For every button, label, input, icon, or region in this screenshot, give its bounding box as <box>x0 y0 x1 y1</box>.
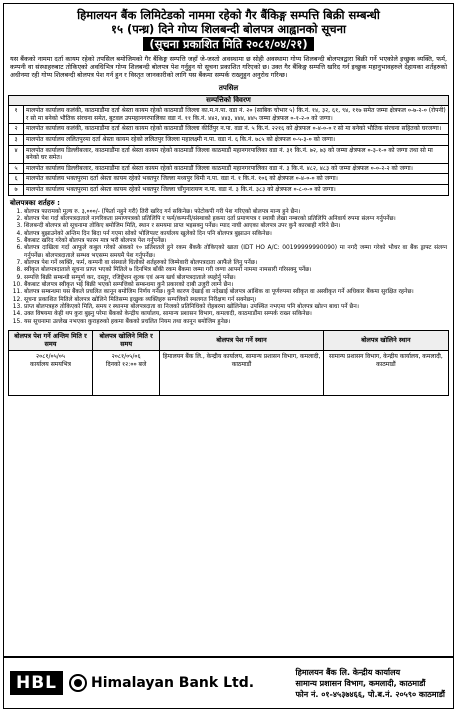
table-row: ७ मालपोत कार्यालय भक्तपुरमा दर्ता श्रेस्ता कायम रहेको भक्तपुर जिल्ला चाँगुनारायण न.पा. वडा नं. ३ कि.नं. ३८३ को क्षेत्रफल ०-८-०-० को जग्गा। <box>9 184 449 195</box>
hbl-logo-text: HBL <box>10 671 63 695</box>
opening-date-header: बोलपत्र खोलिने मिति र समय <box>92 331 159 351</box>
footer <box>4 656 453 708</box>
list-item: 14. उक्त विषयमा केही थप कुरा बुझ्नु परेमा बैंकको केन्द्रीय कार्यालय, सामान्य प्रशासन विभाग, कमलादी, काठमाडौंमा सम्पर्क राख्न सकिनेछ। <box>24 311 447 318</box>
notice-heading <box>4 4 453 51</box>
list-item: 6. बोलपत्र दाखिला गर्दा आफूले कबुल गरेको अंकको १० प्रतिशतले हुने रकम बैंककै तोकिएको खाता (IDT HO A/C: 00199999990090) मा नगदै जम्मा गरेको भौचर वा बैंक ड्राफ्ट संलग्न गर्नुपर्नेछ। बोलपत्रदाताले सम्भव भएसम्म समयमै पेश गर्नुपर्नेछ। <box>24 245 447 260</box>
table-row: ६ मालपोत कार्यालय भक्तपुरमा दर्ता श्रेस्ता कायम रहेको भक्तपुर जिल्ला मध्यपुर थिमी न.पा. वडा नं. १ कि.नं. १०६ को क्षेत्रफल ०-४-०-० को जग्गा। <box>9 174 449 185</box>
submission-deadline: २०८१/०५/०५ कार्यालय समयभित्र <box>9 351 93 396</box>
opening-place-header: बोलपत्र खोलिने स्थान <box>323 331 448 351</box>
list-item: 2. बोलपत्र पेश गर्दा बोलपत्रदाताले नागरिकता प्रमाणपत्रको प्रतिलिपि र फर्म/कम्पनी/संस्थाको हकमा दर्ता प्रमाणपत्र र स्थायी लेखा नम्बरको प्रतिलिपि अनिवार्य रुपमा संलग्न गर्नुपर्नेछ। <box>24 216 447 223</box>
opening-place: सामान्य प्रशासन विभाग, केन्द्रीय कार्यालय, कमलादी, काठमाडौं <box>323 351 448 396</box>
intro-paragraph: यस बैंकको नाममा दर्ता कायम रहेको तपसिल बमोजिमको गैर बैंकिङ्ग सम्पत्ति जहाँ जे-जस्तो अवस्थामा छ सोही अवस्थामा गोप्य शिलबन्दी बोलपत्रद्वारा बिक्री गर्ने भएकोले इच्छुक व्यक्ति, फर्म, कम्पनी वा संस्थाहरुबाट तोकिएको अवधिभित्र गोप्य शिलबन्दी बोलपत्र पेश गर्नुहुन यो सूचना प्रकाशित गरिएको छ। उक्त गैर बैंकिङ्ग सम्पत्ति खरिद गर्न इच्छुक महानुभावहरुले देहायका शर्तहरुको अधीनमा रही गोप्य शिलबन्दी बोलपत्र पेश गर्न हुन र विस्तृत जानकारीको लागि यस बैंकमा सम्पर्क राख्नुहुन अनुरोध गरिन्छ। <box>10 55 447 80</box>
list-item: 7. बोलपत्र पेश गर्ने व्यक्ति, फर्म, कम्पनी वा संस्थाले धितोको शर्तहरुको जिम्मेवारी बोलपत्रदाता आफैंले लिनु पर्नेछ। <box>24 260 447 267</box>
tapsil-heading: तपसिल <box>218 83 239 92</box>
heading-line-1: हिमालयन बैंक लिमिटेडको नाममा रहेको गैर बैंकिङ्ग सम्पत्ति बिक्री सम्बन्धी <box>77 8 380 22</box>
list-item: 3. शिलबन्दी बोलपत्र सो सूचनामा तोकिए बमोजिम मिति, स्थान र समयमा प्राप्त भइसक्नु पर्नेछ। म्याद नाघी आएका बोलपत्र उपर कुनै कारबाही गरिने छैन। <box>24 223 447 230</box>
list-item: 1. बोलपत्र फारामको मूल्य रु. ३,०००/- (फिर्ता नहुने गरी) तिरी खरिद गर्न सकिनेछ। फोटोकपी गरी पेश गरिएको बोलपत्र मान्य हुने छैन। <box>24 209 447 216</box>
list-item: 15. यस सूचनामा उल्लेख नभएका कुराहरुको हकमा बैंकको प्रचलित नियम तथा कानून बमोजिम हुनेछ। <box>24 319 447 326</box>
publish-date-banner: (सूचना प्रकाशित मिति २०८१/०४/२१) <box>143 37 313 51</box>
list-item: 12. सूचना प्रकाशित मितिले बोलपत्र खोलिने मितिसम्म इच्छुक व्यक्तिहरु सम्पत्तिको स्थलगत निरीक्षण गर्न सक्नेछन्। <box>24 297 447 304</box>
table-row: ३ मालपोत कार्यालय ललितपुरमा दर्ता श्रेस्ता कायम रहेको ललितपुर जिल्ला महालक्ष्मी न.पा. वडा नं. ६ कि.नं. ७८५ को क्षेत्रफल ०-५-३-० को जग्गा। <box>9 134 449 145</box>
list-item: 4. बोलपत्र बुझाउनेको अन्तिम दिन बिदा पर्न गएमा सोको भोलिपल्ट कार्यालय खुलेको दिन पनि बोलपत्र बुझाउन सकिनेछ। <box>24 231 447 238</box>
list-item: 11. बोलपत्र सम्बन्धमा यस बैंकले प्रचलित कानून बमोजिम निर्णय गर्नेछ। कुनै कारण देखाई वा नदेखाई बोलपत्र आंशिक वा पूर्णरुपमा स्वीकृत वा अस्वीकृत गर्ने अधिकार बैंकमा सुरक्षित रहनेछ। <box>24 289 447 296</box>
schedule-table <box>8 330 449 396</box>
table-row: १ मालपोत कार्यालय कलंकी, काठमाडौंमा दर्ता श्रेस्ता कायम रहेको काठमाडौं जिल्ला का.म.न.पा. वडा नं. २० (साबिक चोभार ५) कि.नं. १४, ३२, ६१, ९४, ११७ समेत जम्मा क्षेत्रफल ०-७-२-० (रोपनी) र सो मा बनेको भौतिक संरचना समेत, बुटवल उपमहानगरपालिका वडा नं. ११ कि.नं. ४४२, ४४३, ४४४, ४४५ जम्मा क्षेत्रफल ०-१-२-० को जग्गा। <box>9 106 449 124</box>
list-item: 5. बैंकबाट खरिद गरेको बोलपत्र फारम मात्र भरी बोलपत्र पेश गर्नुपर्नेछ। <box>24 238 447 245</box>
notice-page <box>3 3 454 709</box>
bank-logo <box>4 671 254 695</box>
table-row: ४ मालपोत कार्यालय डिल्लीबजार, काठमाडौंमा दर्ता श्रेस्ता कायम रहेको काठमाडौं जिल्ला काठमाडौं महानगरपालिका वडा नं. ३१ कि.नं. ७२, ७३ को जम्मा क्षेत्रफल ०-३-१-० को जग्गा तथा सो मा बनेको घर समेत। <box>9 145 449 163</box>
property-table-heading: सम्पत्तिको विवरण <box>9 95 449 106</box>
list-item: 9. सम्पत्ति बिक्री सम्बन्धी सम्पूर्ण कर, दस्तुर, रजिष्ट्रेशन शुल्क एवं अन्य खर्च बोलपत्रदाताले व्यहोर्नु पर्नेछ। <box>24 275 447 282</box>
property-table <box>8 95 449 196</box>
list-item: 10. बैंकबाट बोलपत्र स्वीकृत भई बिक्री भएको सम्पत्तिको सम्बन्धमा कुनै प्रकारको दाबी उजुरी लाग्ने छैन। <box>24 282 447 289</box>
table-row: ५ मालपोत कार्यालय डिल्लीबजार, काठमाडौंमा दर्ता श्रेस्ता कायम रहेको काठमाडौं जिल्ला काठमाडौं महानगरपालिका वडा नं. ३ कि.नं. ४८२, ४८३ को जम्मा क्षेत्रफल ०-०-२-२ को जग्गा। <box>9 163 449 174</box>
table-row <box>9 351 449 396</box>
conditions-title: बोलपत्रका शर्तहरु : <box>10 198 60 207</box>
list-item: 13. प्राप्त बोलपत्रहरु तोकिएको मिति, समय र स्थानमा बोलपत्रदाता वा निजको प्रतिनिधिको रोहबरमा खोलिनेछ। उपस्थित नभएमा पनि बोलपत्र खोल्न बाधा पर्ने छैन। <box>24 304 447 311</box>
table-row: २ मालपोत कार्यालय कलंकी, काठमाडौंमा दर्ता श्रेस्ता कायम रहेको काठमाडौं जिल्ला कीर्तिपुर न.पा. वडा नं. ५ कि.नं. २२१६ को क्षेत्रफल ०-४-०-० र सो मा बनेको भौतिक संरचना सहितको घरजग्गा। <box>9 124 449 135</box>
bank-name: Himalayan Bank Ltd. <box>91 675 255 691</box>
emblem-icon <box>69 674 87 692</box>
heading-line-2: १५ (पन्ध्र) दिने गोप्य शिलबन्दी बोलपत्र आह्वानको सूचना <box>111 22 346 36</box>
submission-deadline-header: बोलपत्र पेश गर्ने अन्तिम मिति र समय <box>9 331 93 351</box>
list-item: 8. स्वीकृत बोलपत्रदाताले सूचना प्राप्त भएको मितिले ७ दिनभित्र बाँकी रकम बैंकमा जम्मा गरी जग्गा आफ्नो नाममा नामसारी गरिसक्नु पर्नेछ। <box>24 267 447 274</box>
submission-place-header: बोलपत्र पेश गर्ने स्थान <box>160 331 323 351</box>
opening-date: २०८१/०५/०६ दिनको १२:०० बजे <box>92 351 159 396</box>
conditions-list <box>4 209 453 327</box>
bank-address: हिमालयन बैंक लि. केन्द्रीय कार्यालय सामान्य प्रशासन विभाग, कमलादी, काठमाडौं फोन नं. ०१-४५३७४६६, पो.ब.नं. २०५९० काठमाडौं <box>295 667 445 699</box>
submission-place: हिमालयन बैंक लि., केन्द्रीय कार्यालय, सामान्य प्रशासन विभाग, कमलादी, काठमाडौं <box>160 351 323 396</box>
